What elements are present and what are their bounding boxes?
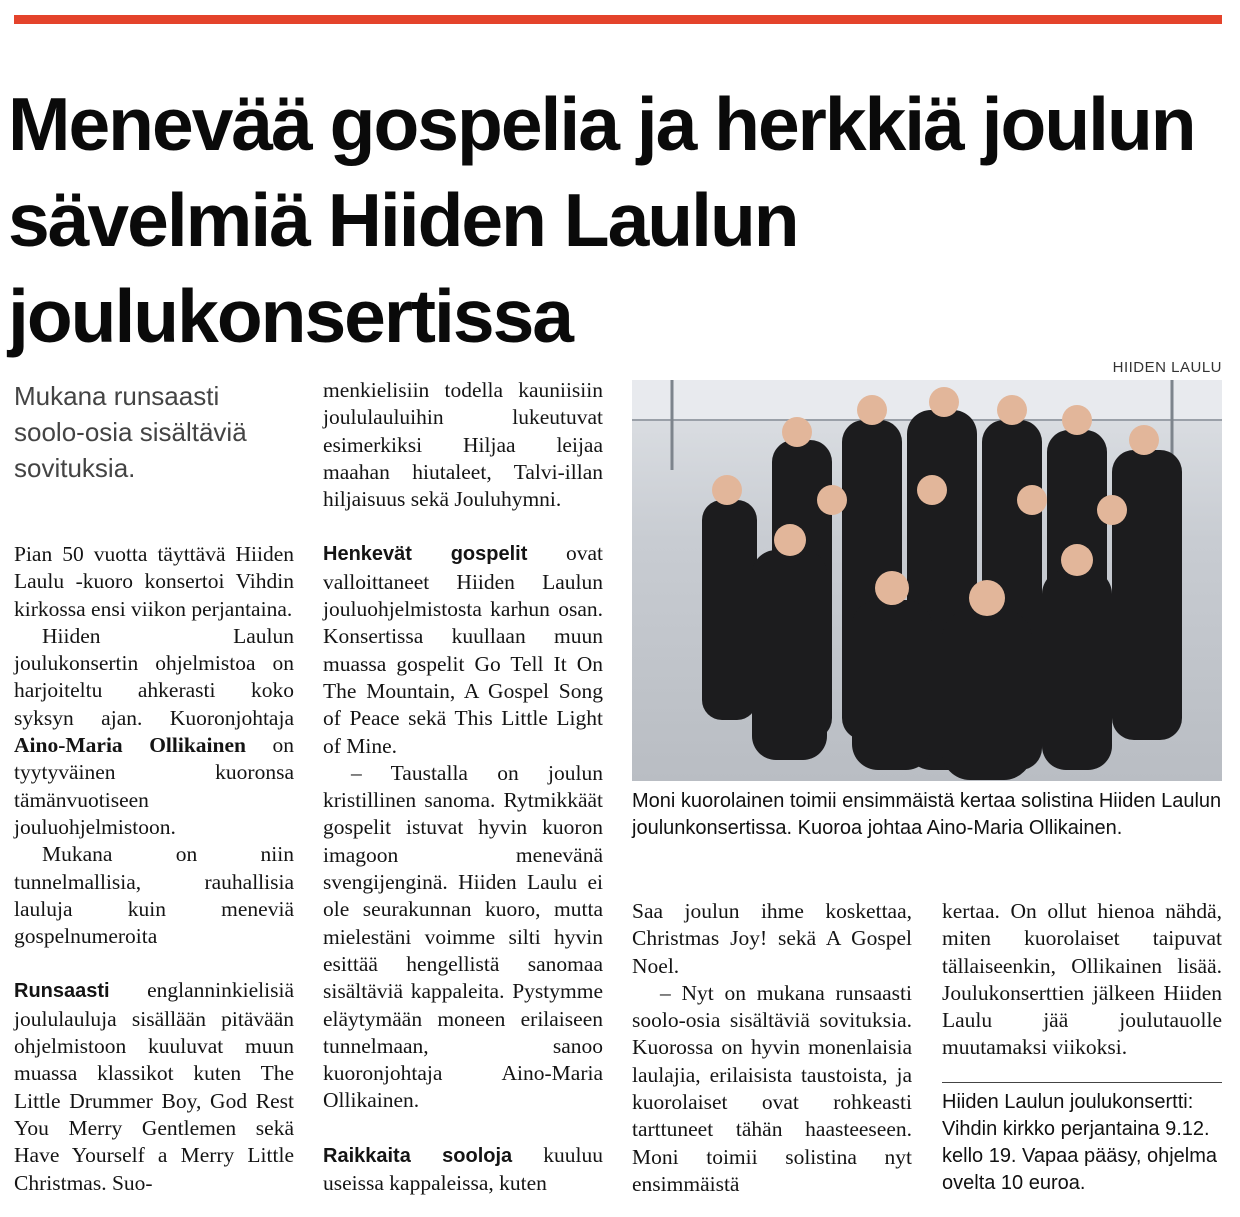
col2-paragraph-2: Henkevät gospelit ovat valloittaneet Hiiden Laulun jouluohjelmistosta karhun osan. Konsertissa kuullaan muun muassa gospelit Go Tell It On The Mountain, A Gospel Song of Peace sekä This Little Light of Mine. — [323, 541, 603, 758]
col3-paragraph-2: – Nyt on mukana runsaasti soolo-osia sisältäviä sovituksia. Kuorossa on hyvin monenlaisia laulajia, erilaisista taustoista, ja kuorolaiset ovat rohkeasti tarttuneet tähän haasteeseen. Moni toimii solistina nyt ensimmäistä — [632, 980, 912, 1196]
lead-paragraph: Mukana runsaasti soolo-osia sisältäviä sovituksia. — [14, 381, 247, 483]
subhead-henkevat-gospelit: Henkevät gospelit — [323, 543, 528, 566]
subhead-raikkaita-sooloja: Raikkaita sooloja — [323, 1144, 513, 1167]
column-2 — [323, 377, 603, 1197]
col3-paragraph-1: Saa joulun ihme koskettaa, Christmas Joy! sekä A Gospel Noel. — [632, 899, 912, 978]
column-4 — [942, 898, 1222, 1062]
top-accent-rule — [14, 15, 1222, 24]
photo-credit: HIIDEN LAULU — [1112, 359, 1222, 376]
col1-paragraph-4: Runsaasti englanninkielisiä joululauluja sisällään pitävään ohjelmistoon kuuluvat muun muassa klassikot kuten The Little Drummer Boy, God Rest You Merry Gentlemen sekä Have Yourself a Merry Little Christmas. Suo- — [14, 978, 294, 1195]
conductor-name: Aino-Maria Ollikainen — [14, 733, 246, 758]
choir-group-photo — [632, 380, 1222, 781]
col4-paragraph-1: kertaa. On ollut hienoa nähdä, miten kuorolaiset taipuvat tällaiseenkin, Ollikainen lisää. Joulukonserttien jälkeen Hiiden Laulu jää joulutauolle muutamaksi viikoksi. — [942, 899, 1222, 1060]
col2-paragraph-3: – Taustalla on joulun kristillinen sanoma. Rytmikkäät gospelit istuvat hyvin kuoron imagoon menevänä svengijenginä. Hiiden Laulu ei ole seurakunnan kuoro, mutta mielestäni voimme silti hyvin esittää hengellistä sanomaa sisältäviä kappaleita. Pystymme eläytymään moneen erilaiseen tunnelmaan, sanoo kuoronjohtaja Aino-Maria Ollikainen. — [323, 760, 603, 1113]
column-3 — [632, 898, 912, 1198]
headline: Menevää gospelia ja herkkiä joulun sävelmiä Hiiden Laulun joulukonsertissa — [8, 82, 1195, 358]
col1-paragraph-3: Mukana on niin tunnelmallisia, rauhallisia lauluja kuin meneviä gospelnumeroita — [14, 842, 294, 949]
col1-paragraph-1: Pian 50 vuotta täyttävä Hiiden Laulu -kuoro konsertoi Vihdin kirkossa ensi viikon perjantaina. — [14, 542, 294, 621]
col1-paragraph-2: Hiiden Laulun joulukonsertin ohjelmistoa on harjoiteltu ahkerasti koko syksyn ajan. Kuoronjohtaja Aino-Maria Ollikainen on tyytyväinen kuoronsa tämänvuotiseen jouluohjelmistoon. — [14, 623, 294, 839]
photo-caption: Moni kuorolainen toimii ensimmäistä kertaa solistina Hiiden Laulun joulunkonsertissa. Kuoroa johtaa Aino-Maria Ollikainen. — [632, 790, 1222, 839]
subhead-runsaasti: Runsaasti — [14, 980, 110, 1003]
col2-paragraph-4: Raikkaita sooloja kuuluu useissa kappaleissa, kuten — [323, 1142, 603, 1196]
col2-paragraph-1: menkielisiin todella kauniisiin joululauluihin lukeutuvat esimerkiksi Hiljaa leijaa maahan hiutaleet, Talvi-illan hiljaisuus sekä Jouluhymni. — [323, 378, 603, 512]
concert-info-box: Hiiden Laulun joulukonsertti: Vihdin kirkko perjantaina 9.12. kello 19. Vapaa pääsy, ohjelma ovelta 10 euroa. — [942, 1082, 1222, 1197]
column-1 — [14, 541, 294, 1197]
